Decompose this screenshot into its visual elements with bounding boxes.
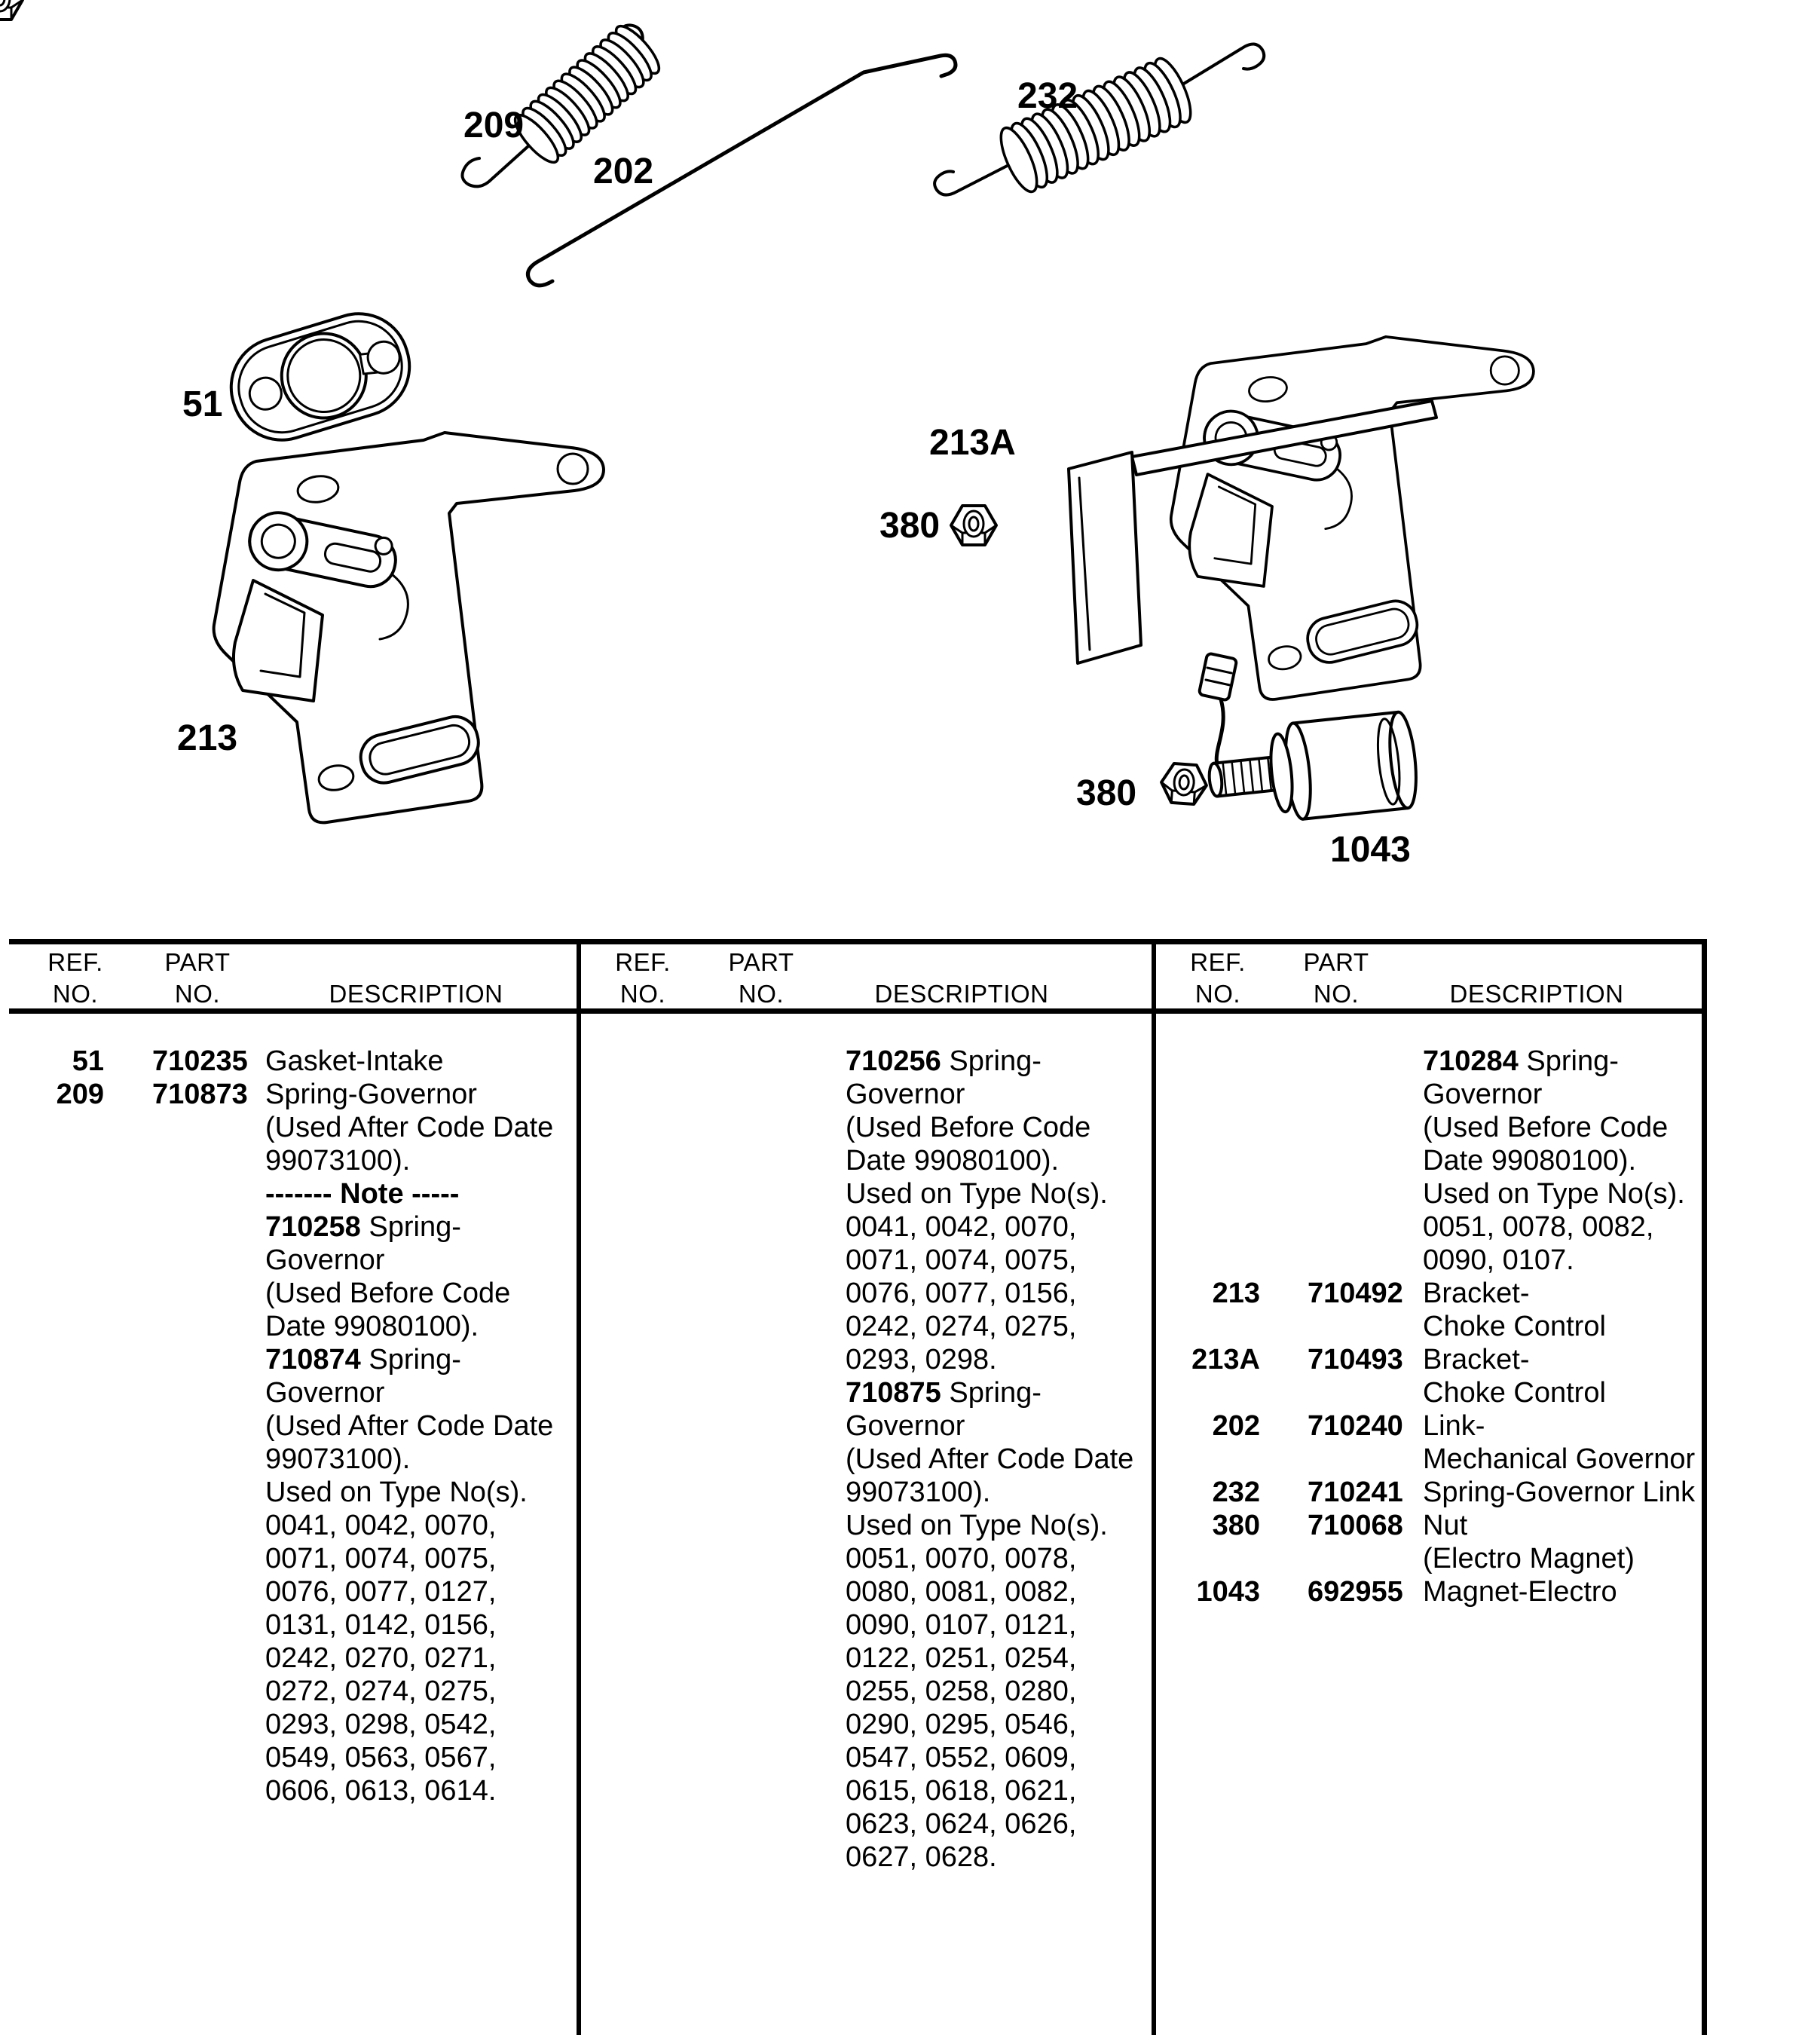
description-cell: Date 99080100). (846, 1145, 1060, 1177)
description-cell: 710258 Spring- (265, 1211, 461, 1243)
description-cell: (Used Before Code (846, 1112, 1091, 1143)
table-line (579, 1078, 1152, 1111)
description-cell: 99073100). (265, 1145, 411, 1177)
table-column-3-lines (1154, 1045, 1702, 1608)
description-cell: 710874 Spring- (265, 1344, 461, 1376)
description-cell: 0051, 0070, 0078, (846, 1543, 1077, 1574)
header-description-label: DESCRIPTION (329, 980, 503, 1008)
description-cell: 0071, 0074, 0075, (265, 1543, 497, 1574)
table-line (9, 1741, 577, 1774)
header-ref-label: REF. (47, 948, 103, 976)
header-ref-label: NO. (52, 980, 99, 1008)
table-line (1154, 1509, 1702, 1542)
bracket-213a-drawing (1069, 337, 1534, 699)
description-cell: 0615, 0618, 0621, (846, 1775, 1077, 1807)
description-cell: Mechanical Governor (1423, 1443, 1696, 1475)
description-cell: 0293, 0298. (846, 1344, 997, 1376)
description-cell: 0041, 0042, 0070, (265, 1510, 497, 1541)
description-cell: Used on Type No(s). (265, 1477, 528, 1508)
table-line (9, 1542, 577, 1575)
table-line (9, 1310, 577, 1343)
description-cell: Date 99080100). (265, 1311, 479, 1342)
description-cell: 0071, 0074, 0075, (846, 1244, 1077, 1276)
table-line (1154, 1277, 1702, 1310)
part-no-cell: 710493 (1308, 1344, 1403, 1376)
description-cell: Magnet-Electro (1423, 1576, 1617, 1608)
table-line (579, 1210, 1152, 1244)
table-line (9, 1476, 577, 1509)
description-cell: (Used After Code Date (846, 1443, 1134, 1475)
table-column-1-lines (9, 1045, 577, 1807)
description-cell: 99073100). (265, 1443, 411, 1475)
table-line (9, 1443, 577, 1476)
description-cell: Spring-Governor (265, 1079, 477, 1110)
parts-diagram (0, 0, 1820, 938)
header-part-label: PART (728, 948, 794, 976)
description-cell: 99073100). (846, 1477, 991, 1508)
table-line (9, 1575, 577, 1608)
table-column-3 (1154, 939, 1702, 2035)
table-line (579, 1244, 1152, 1277)
description-cell: Choke Control (1423, 1377, 1606, 1409)
table-line (1154, 1177, 1702, 1210)
description-cell: 0122, 0251, 0254, (846, 1642, 1077, 1674)
table-line (9, 1608, 577, 1642)
description-cell: Nut (1423, 1510, 1468, 1541)
table-line (9, 1177, 577, 1210)
ref-no-cell: 209 (56, 1079, 104, 1110)
table-line (579, 1575, 1152, 1608)
table-right-border (1702, 939, 1707, 2035)
table-line (1154, 1443, 1702, 1476)
table-line (579, 1045, 1152, 1078)
table-line (9, 1708, 577, 1741)
table-line (579, 1177, 1152, 1210)
table-line (1154, 1310, 1702, 1343)
table-line (579, 1542, 1152, 1575)
description-cell: 0076, 0077, 0127, (265, 1576, 497, 1608)
table-line (9, 1277, 577, 1310)
description-cell: 0549, 0563, 0567, (265, 1742, 497, 1773)
description-cell: Link- (1423, 1410, 1485, 1442)
table-line (1154, 1210, 1702, 1244)
description-cell: 710875 Spring- (846, 1377, 1042, 1409)
header-ref-label: NO. (1194, 980, 1241, 1008)
ref-no-cell: 1043 (1196, 1576, 1260, 1608)
description-cell: 0131, 0142, 0156, (265, 1609, 497, 1641)
table-line (1154, 1376, 1702, 1409)
description-cell: (Used Before Code (1423, 1112, 1669, 1143)
table-line (579, 1807, 1152, 1841)
header-part-label: NO. (738, 980, 785, 1008)
table-line (579, 1608, 1152, 1642)
description-cell: 0242, 0270, 0271, (265, 1642, 497, 1674)
description-cell: Used on Type No(s). (846, 1178, 1108, 1210)
table-line (9, 1244, 577, 1277)
ref-no-cell: 213A (1191, 1344, 1260, 1376)
description-cell: 0051, 0078, 0082, (1423, 1211, 1654, 1243)
description-cell: 710256 Spring- (846, 1045, 1042, 1077)
description-cell: 0090, 0107. (1423, 1244, 1574, 1276)
table-line (1154, 1575, 1702, 1608)
gasket-51-drawing (219, 301, 421, 452)
table-line (579, 1675, 1152, 1708)
table-line (9, 1144, 577, 1177)
description-cell: Choke Control (1423, 1311, 1606, 1342)
description-cell: Governor (265, 1244, 385, 1276)
description-cell: Spring-Governor Link (1423, 1477, 1696, 1508)
description-cell: (Used After Code Date (265, 1112, 554, 1143)
table-line (1154, 1244, 1702, 1277)
description-cell: ------- Note ----- (265, 1178, 460, 1210)
part-label-380-lower: 380 (1076, 773, 1137, 813)
table-line (9, 1343, 577, 1376)
spring-232-drawing (934, 44, 1264, 196)
description-cell: 710284 Spring- (1423, 1045, 1619, 1077)
table-line (579, 1111, 1152, 1144)
header-ref-label: REF. (1190, 948, 1246, 976)
part-no-cell: 710240 (1308, 1410, 1403, 1442)
description-cell: 0090, 0107, 0121, (846, 1609, 1077, 1641)
table-line (9, 1774, 577, 1807)
table-line (9, 1111, 577, 1144)
table-column-2-lines (579, 1045, 1152, 1874)
part-label-51: 51 (182, 384, 223, 424)
part-label-232: 232 (1017, 76, 1078, 116)
header-description-label: DESCRIPTION (1449, 980, 1624, 1008)
description-cell: Bracket- (1423, 1344, 1530, 1376)
table-line (9, 1376, 577, 1409)
table-line (9, 1045, 577, 1078)
description-cell: Governor (265, 1377, 385, 1409)
table-line (1154, 1476, 1702, 1509)
table-line (1154, 1045, 1702, 1078)
header-ref-label: NO. (619, 980, 666, 1008)
description-cell: (Electro Magnet) (1423, 1543, 1635, 1574)
table-line (1154, 1409, 1702, 1443)
table-line (579, 1443, 1152, 1476)
table-line (1154, 1144, 1702, 1177)
table-line (579, 1343, 1152, 1376)
description-cell: 0076, 0077, 0156, (846, 1278, 1077, 1309)
part-no-cell: 710235 (152, 1045, 248, 1077)
description-cell: 0080, 0081, 0082, (846, 1576, 1077, 1608)
part-no-cell: 692955 (1308, 1576, 1403, 1608)
part-label-1043: 1043 (1330, 830, 1411, 870)
description-cell: Governor (846, 1410, 965, 1442)
description-cell: 0547, 0552, 0609, (846, 1742, 1077, 1773)
description-cell: Date 99080100). (1423, 1145, 1637, 1177)
table-line (9, 1675, 577, 1708)
description-cell: 0290, 0295, 0546, (846, 1709, 1077, 1740)
header-description-label: DESCRIPTION (874, 980, 1049, 1008)
table-line (579, 1642, 1152, 1675)
table-line (1154, 1111, 1702, 1144)
table-line (579, 1310, 1152, 1343)
part-label-202: 202 (593, 151, 654, 191)
table-line (579, 1741, 1152, 1774)
part-label-209: 209 (463, 106, 525, 145)
nut-380-drawing (0, 0, 23, 20)
description-cell: Used on Type No(s). (1423, 1178, 1685, 1210)
table-line (579, 1144, 1152, 1177)
table-line (579, 1277, 1152, 1310)
description-cell: Governor (1423, 1079, 1543, 1110)
description-cell: 0041, 0042, 0070, (846, 1211, 1077, 1243)
part-no-cell: 710241 (1308, 1477, 1403, 1508)
bracket-213-drawing (214, 433, 604, 822)
description-cell: 0623, 0624, 0626, (846, 1808, 1077, 1840)
table-line (1154, 1542, 1702, 1575)
table-line (579, 1841, 1152, 1874)
header-part-label: PART (1303, 948, 1369, 976)
ref-no-cell: 213 (1212, 1278, 1260, 1309)
description-cell: (Used After Code Date (265, 1410, 554, 1442)
table-line (9, 1409, 577, 1443)
table-line (9, 1642, 577, 1675)
part-no-cell: 710873 (152, 1079, 248, 1110)
header-ref-label: REF. (615, 948, 671, 976)
description-cell: 0293, 0298, 0542, (265, 1709, 497, 1740)
part-label-213: 213 (177, 718, 238, 758)
ref-no-cell: 232 (1212, 1477, 1260, 1508)
table-line (579, 1509, 1152, 1542)
table-line (9, 1078, 577, 1111)
description-cell: Gasket-Intake (265, 1045, 444, 1077)
table-line (9, 1509, 577, 1542)
description-cell: Used on Type No(s). (846, 1510, 1108, 1541)
description-cell: Governor (846, 1079, 965, 1110)
table-column-1 (9, 939, 577, 2035)
table-line (579, 1376, 1152, 1409)
part-label-380-upper: 380 (879, 506, 941, 546)
table-line (579, 1708, 1152, 1741)
description-cell: (Used Before Code (265, 1278, 511, 1309)
description-cell: 0242, 0274, 0275, (846, 1311, 1077, 1342)
description-cell: 0627, 0628. (846, 1841, 997, 1873)
table-line (579, 1476, 1152, 1509)
description-cell: Bracket- (1423, 1278, 1530, 1309)
header-part-label: NO. (174, 980, 221, 1008)
description-cell: 0606, 0613, 0614. (265, 1775, 497, 1807)
table-line (579, 1774, 1152, 1807)
part-label-213a: 213A (929, 423, 1016, 463)
ref-no-cell: 380 (1212, 1510, 1260, 1541)
header-part-label: NO. (1313, 980, 1360, 1008)
part-no-cell: 710068 (1308, 1510, 1403, 1541)
table-line (579, 1409, 1152, 1443)
table-line (1154, 1343, 1702, 1376)
ref-no-cell: 51 (72, 1045, 104, 1077)
description-cell: 0272, 0274, 0275, (265, 1675, 497, 1707)
part-no-cell: 710492 (1308, 1278, 1403, 1309)
table-line (1154, 1078, 1702, 1111)
table-column-2 (579, 939, 1152, 2035)
table-line (9, 1210, 577, 1244)
header-part-label: PART (164, 948, 231, 976)
description-cell: 0255, 0258, 0280, (846, 1675, 1077, 1707)
ref-no-cell: 202 (1212, 1410, 1260, 1442)
